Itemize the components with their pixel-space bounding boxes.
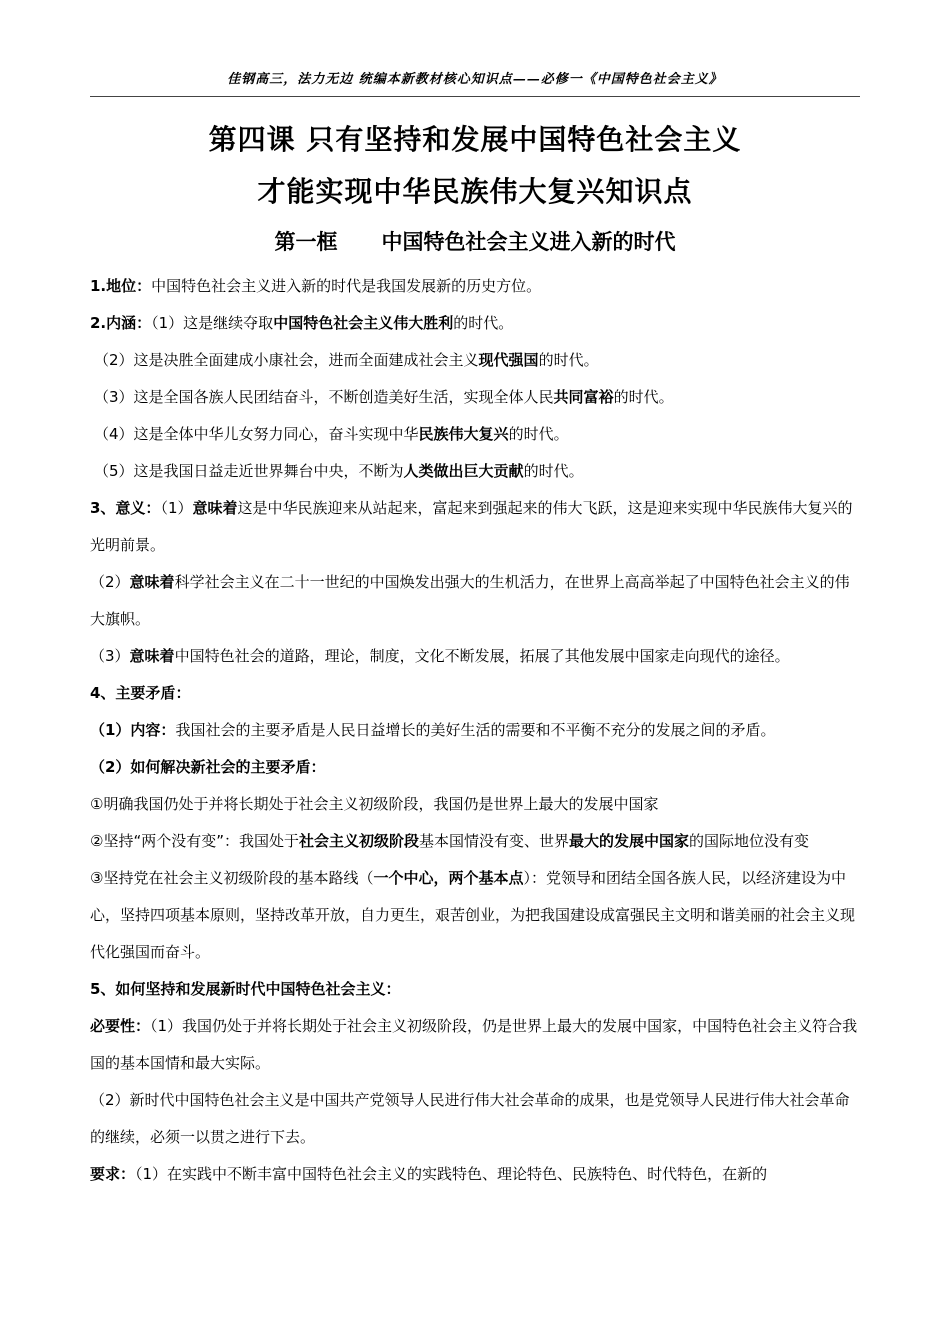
page-header: 佳钢高三，法力无边 统编本新教材核心知识点——必修一《中国特色社会主义》 xyxy=(227,72,723,87)
point-1-status: 1.地位：中国特色社会主义进入新的时代是我国发展新的历史方位。 xyxy=(90,277,542,295)
header-divider xyxy=(90,96,860,97)
point-label: 5、如何坚持和发展新时代中国特色社会主义： xyxy=(90,980,401,998)
section-number: 第一框 xyxy=(274,230,338,254)
point-4-main-contradiction xyxy=(90,675,862,712)
point-5-how-to-uphold xyxy=(90,971,862,1008)
point-label: 4、主要矛盾： xyxy=(90,684,191,702)
point-label: 3、意义： xyxy=(90,499,161,517)
section-title xyxy=(90,226,860,256)
list-item: 必要性：（1）我国仍处于并将长期处于社会主义初级阶段，仍是世界上最大的发展中国家，中国特色社会主义符合我国的基本国情和最大实际。 xyxy=(90,1017,858,1072)
list-item: （2）这是决胜全面建成小康社会，进而全面建成社会主义现代强国的时代。 xyxy=(94,351,599,369)
list-item: （2）新时代中国特色社会主义是中国共产党领导人民进行伟大社会革命的成果，也是党领导人民进行伟大社会革命的继续，必须一以贯之进行下去。 xyxy=(90,1091,850,1146)
list-item: ③坚持党在社会主义初级阶段的基本路线（一个中心，两个基本点）：党领导和团结全国各族人民，以经济建设为中心，坚持四项基本原则，坚持改革开放，自力更生，艰苦创业，为把我国建设成富强民主文明和谐美丽的社会主义现代化强国而奋斗。 xyxy=(90,869,856,961)
list-item: （2）如何解决新社会的主要矛盾： xyxy=(90,758,326,776)
point-label: 1.地位： xyxy=(90,277,152,295)
list-item: （5）这是我国日益走近世界舞台中央，不断为人类做出巨大贡献的时代。 xyxy=(94,462,584,480)
lesson-title-line2: 才能实现中华民族伟大复兴知识点 xyxy=(257,175,693,208)
list-item: （3）这是全国各族人民团结奋斗，不断创造美好生活，实现全体人民共同富裕的时代。 xyxy=(94,388,674,406)
point-2-connotation: 2.内涵：（1）这是继续夺取中国特色社会主义伟大胜利的时代。 xyxy=(90,314,514,332)
list-item: ②坚持“两个没有变”：我国处于社会主义初级阶段基本国情没有变、世界最大的发展中国家的国际地位没有变 xyxy=(90,832,810,850)
list-item: （3）意味着中国特色社会的道路，理论，制度，文化不断发展，拓展了其他发展中国家走向现代的途径。 xyxy=(90,647,790,665)
list-item: （1）内容：我国社会的主要矛盾是人民日益增长的美好生活的需要和不平衡不充分的发展之间的矛盾。 xyxy=(90,721,776,739)
list-item: 要求：（1）在实践中不断丰富中国特色社会主义的实践特色、理论特色、民族特色、时代特色，在新的 xyxy=(90,1165,768,1183)
lesson-title-line1: 第四课 只有坚持和发展中国特色社会主义 xyxy=(208,123,742,156)
list-item: （2）意味着科学社会主义在二十一世纪的中国焕发出强大的生机活力，在世界上高高举起了中国特色社会主义的伟大旗帜。 xyxy=(90,573,850,628)
point-label: 2.内涵： xyxy=(90,314,152,332)
document-body xyxy=(90,268,862,1193)
list-item: ①明确我国仍处于并将长期处于社会主义初级阶段，我国仍是世界上最大的发展中国家 xyxy=(90,795,659,813)
point-3-significance: 3、意义：（1）意味着这是中华民族迎来从站起来，富起来到强起来的伟大飞跃，这是迎来实现中华民族伟大复兴的光明前景。 xyxy=(90,499,853,554)
section-name: 中国特色社会主义进入新的时代 xyxy=(381,230,676,254)
list-item: （4）这是全体中华儿女努力同心，奋斗实现中华民族伟大复兴的时代。 xyxy=(94,425,569,443)
